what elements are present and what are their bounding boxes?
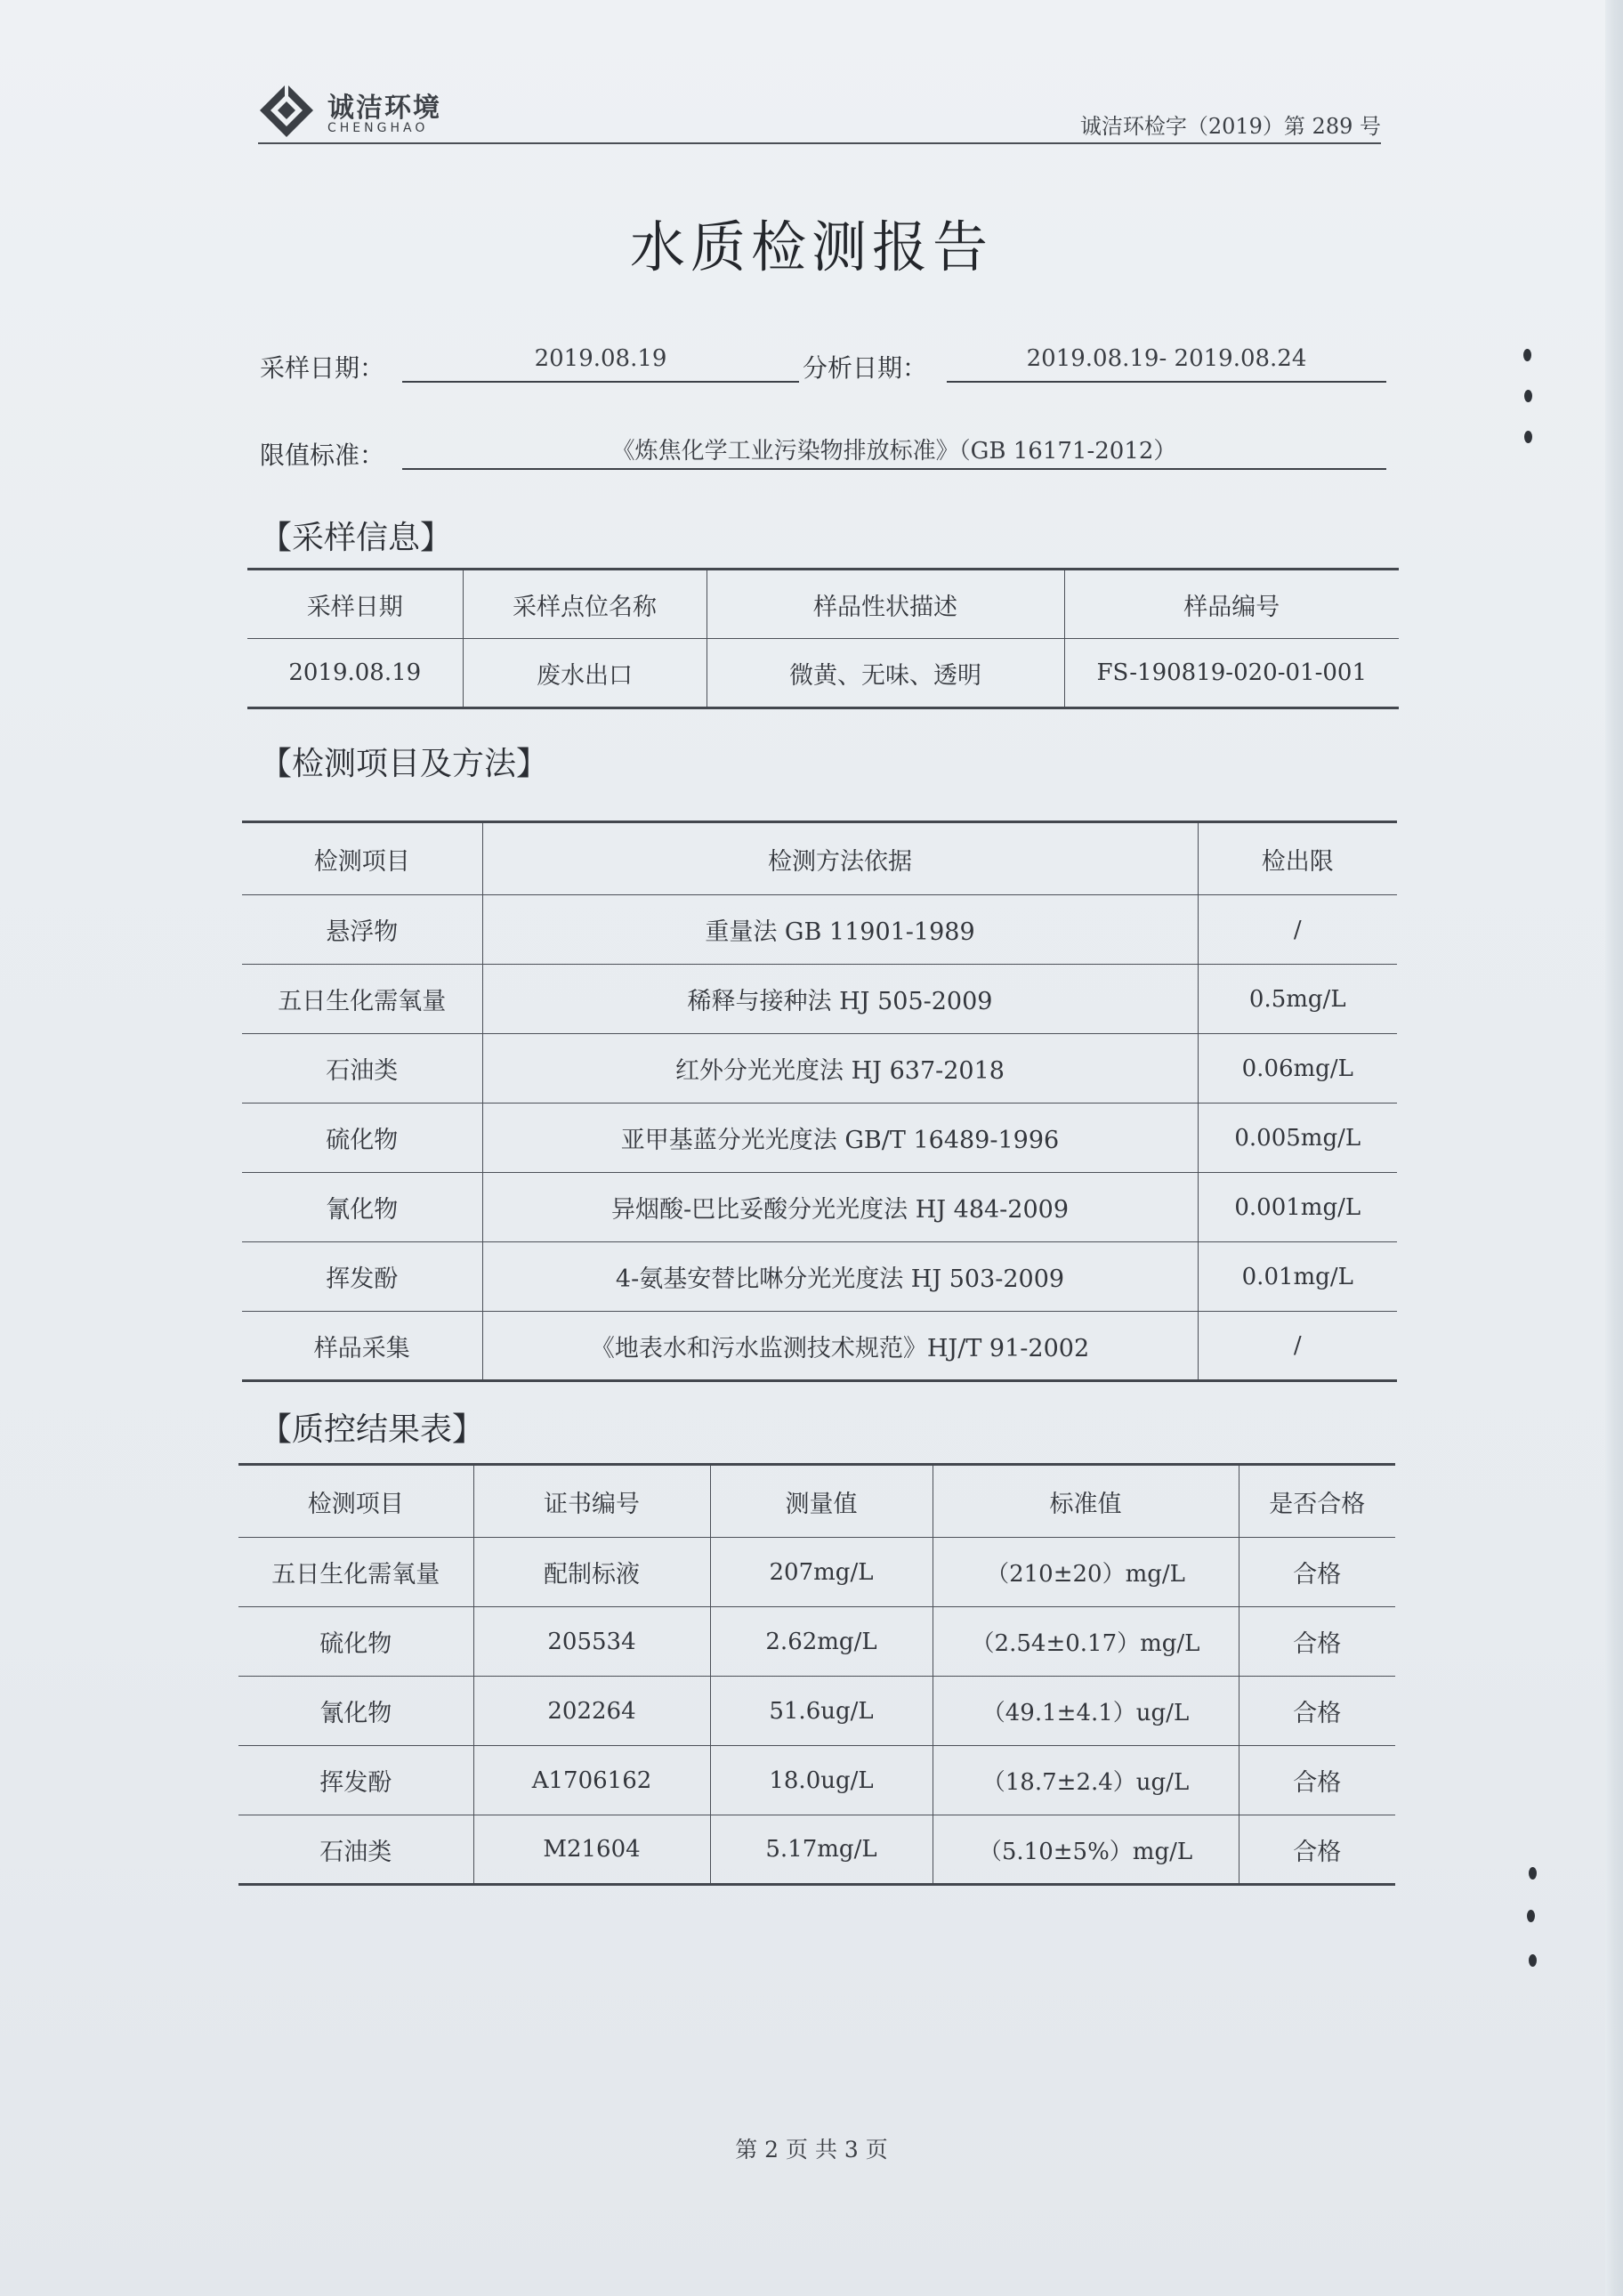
table-cell: 石油类 (238, 1815, 473, 1885)
sampling-info-table (247, 568, 1399, 709)
table-cell: 2019.08.19 (247, 639, 463, 708)
table-cell: 0.005mg/L (1198, 1104, 1397, 1173)
table-cell: 5.17mg/L (710, 1815, 933, 1885)
table-cell: 废水出口 (463, 639, 707, 708)
table-cell: 202264 (473, 1677, 710, 1746)
table-header-cell: 检测项目 (242, 822, 482, 895)
table-cell: （49.1±4.1）ug/L (933, 1677, 1239, 1746)
table-cell: 合格 (1239, 1677, 1395, 1746)
table-cell: 挥发酚 (242, 1242, 482, 1312)
table-cell: 硫化物 (238, 1607, 473, 1677)
table-cell: 合格 (1239, 1607, 1395, 1677)
table-row (238, 1815, 1395, 1885)
table-cell: 氰化物 (238, 1677, 473, 1746)
sampling-date-value: 2019.08.19 (534, 345, 667, 372)
sampling-date-label: 采样日期： (260, 353, 385, 383)
analysis-date-value: 2019.08.19- 2019.08.24 (1026, 345, 1307, 372)
table-cell: 18.0ug/L (710, 1746, 933, 1815)
page-title: 水质检测报告 (629, 214, 993, 279)
table-header-cell: 检测方法依据 (482, 822, 1198, 895)
table-cell: 氰化物 (242, 1173, 482, 1242)
table-row (238, 1746, 1395, 1815)
table-cell: （5.10±5%）mg/L (933, 1815, 1239, 1885)
table-row (238, 1607, 1395, 1677)
table-cell: 悬浮物 (242, 895, 482, 965)
table-row (238, 1677, 1395, 1746)
qc-heading: 【质控结果表】 (260, 1411, 485, 1448)
table-cell: / (1198, 895, 1397, 965)
document-number: 诚洁环检字（2019）第 289 号 (1079, 114, 1381, 139)
table-header-cell: 采样日期 (247, 570, 463, 639)
table-header-cell: 样品性状描述 (707, 570, 1064, 639)
page-number: 第 2 页 共 3 页 (735, 2137, 888, 2163)
table-row (247, 639, 1399, 708)
table-cell: 0.06mg/L (1198, 1034, 1397, 1104)
binding-hole (1524, 431, 1532, 443)
table-header-cell: 证书编号 (473, 1465, 710, 1538)
table-cell: 207mg/L (710, 1538, 933, 1607)
table-cell: A1706162 (473, 1746, 710, 1815)
table-row (242, 1173, 1397, 1242)
table-header-cell: 采样点位名称 (463, 570, 707, 639)
table-row (242, 1242, 1397, 1312)
table-cell: 配制标液 (473, 1538, 710, 1607)
table-cell: 0.001mg/L (1198, 1173, 1397, 1242)
limit-standard-value: 《炼焦化学工业污染物排放标准》（GB 16171-2012） (611, 438, 1177, 465)
table-cell: 异烟酸-巴比妥酸分光光度法 HJ 484-2009 (482, 1173, 1198, 1242)
table-cell: 微黄、无味、透明 (707, 639, 1064, 708)
table-row (242, 1312, 1397, 1381)
table-cell: 205534 (473, 1607, 710, 1677)
table-cell: 0.5mg/L (1198, 965, 1397, 1034)
table-header-cell: 样品编号 (1064, 570, 1399, 639)
table-cell: （2.54±0.17）mg/L (933, 1607, 1239, 1677)
table-cell: 硫化物 (242, 1104, 482, 1173)
logo-english-text: CHENGHAO (327, 121, 429, 135)
table-cell: 合格 (1239, 1538, 1395, 1607)
binding-hole (1523, 349, 1531, 361)
sampling-date-field (402, 345, 799, 383)
table-cell: 合格 (1239, 1746, 1395, 1815)
binding-hole (1529, 1867, 1537, 1880)
table-header-row (242, 822, 1397, 895)
table-cell: 《地表水和污水监测技术规范》HJ/T 91-2002 (482, 1312, 1198, 1381)
table-header-cell: 测量值 (710, 1465, 933, 1538)
table-header-cell: 是否合格 (1239, 1465, 1395, 1538)
table-cell: 重量法 GB 11901-1989 (482, 895, 1198, 965)
table-cell: （18.7±2.4）ug/L (933, 1746, 1239, 1815)
binding-hole (1524, 390, 1532, 402)
table-cell: （210±20）mg/L (933, 1538, 1239, 1607)
table-cell: 样品采集 (242, 1312, 482, 1381)
table-cell: 红外分光光度法 HJ 637-2018 (482, 1034, 1198, 1104)
table-header-cell: 检出限 (1198, 822, 1397, 895)
table-cell: 稀释与接种法 HJ 505-2009 (482, 965, 1198, 1034)
table-row (242, 1034, 1397, 1104)
table-row (242, 895, 1397, 965)
table-cell: 0.01mg/L (1198, 1242, 1397, 1312)
analysis-date-label: 分析日期： (803, 353, 928, 383)
qc-table (238, 1463, 1395, 1886)
table-cell: 4-氨基安替比啉分光光度法 HJ 503-2009 (482, 1242, 1198, 1312)
table-cell: 石油类 (242, 1034, 482, 1104)
binding-hole (1529, 1954, 1537, 1967)
table-cell: / (1198, 1312, 1397, 1381)
table-cell: 合格 (1239, 1815, 1395, 1885)
table-cell: 51.6ug/L (710, 1677, 933, 1746)
sampling-info-heading: 【采样信息】 (260, 520, 453, 556)
company-logo (258, 82, 498, 144)
table-cell: 五日生化需氧量 (238, 1538, 473, 1607)
limit-standard-field (402, 438, 1386, 470)
table-cell: 挥发酚 (238, 1746, 473, 1815)
table-cell: 五日生化需氧量 (242, 965, 482, 1034)
analysis-date-field (947, 345, 1386, 383)
table-cell: FS-190819-020-01-001 (1064, 639, 1399, 708)
table-row (242, 1104, 1397, 1173)
limit-standard-label: 限值标准： (260, 441, 385, 470)
table-header-row (238, 1465, 1395, 1538)
table-row (238, 1538, 1395, 1607)
table-header-cell: 检测项目 (238, 1465, 473, 1538)
header-divider (258, 142, 1381, 144)
table-header-cell: 标准值 (933, 1465, 1239, 1538)
table-cell: 2.62mg/L (710, 1607, 933, 1677)
table-header-row (247, 570, 1399, 639)
methods-heading: 【检测项目及方法】 (260, 746, 549, 782)
table-cell: M21604 (473, 1815, 710, 1885)
table-cell: 亚甲基蓝分光光度法 GB/T 16489-1996 (482, 1104, 1198, 1173)
logo-chinese-text: 诚洁环境 (327, 93, 441, 124)
company-logo-icon (258, 82, 315, 139)
paper-edge (1605, 0, 1623, 2296)
table-row (242, 965, 1397, 1034)
methods-table (242, 821, 1397, 1382)
binding-hole (1527, 1910, 1535, 1922)
